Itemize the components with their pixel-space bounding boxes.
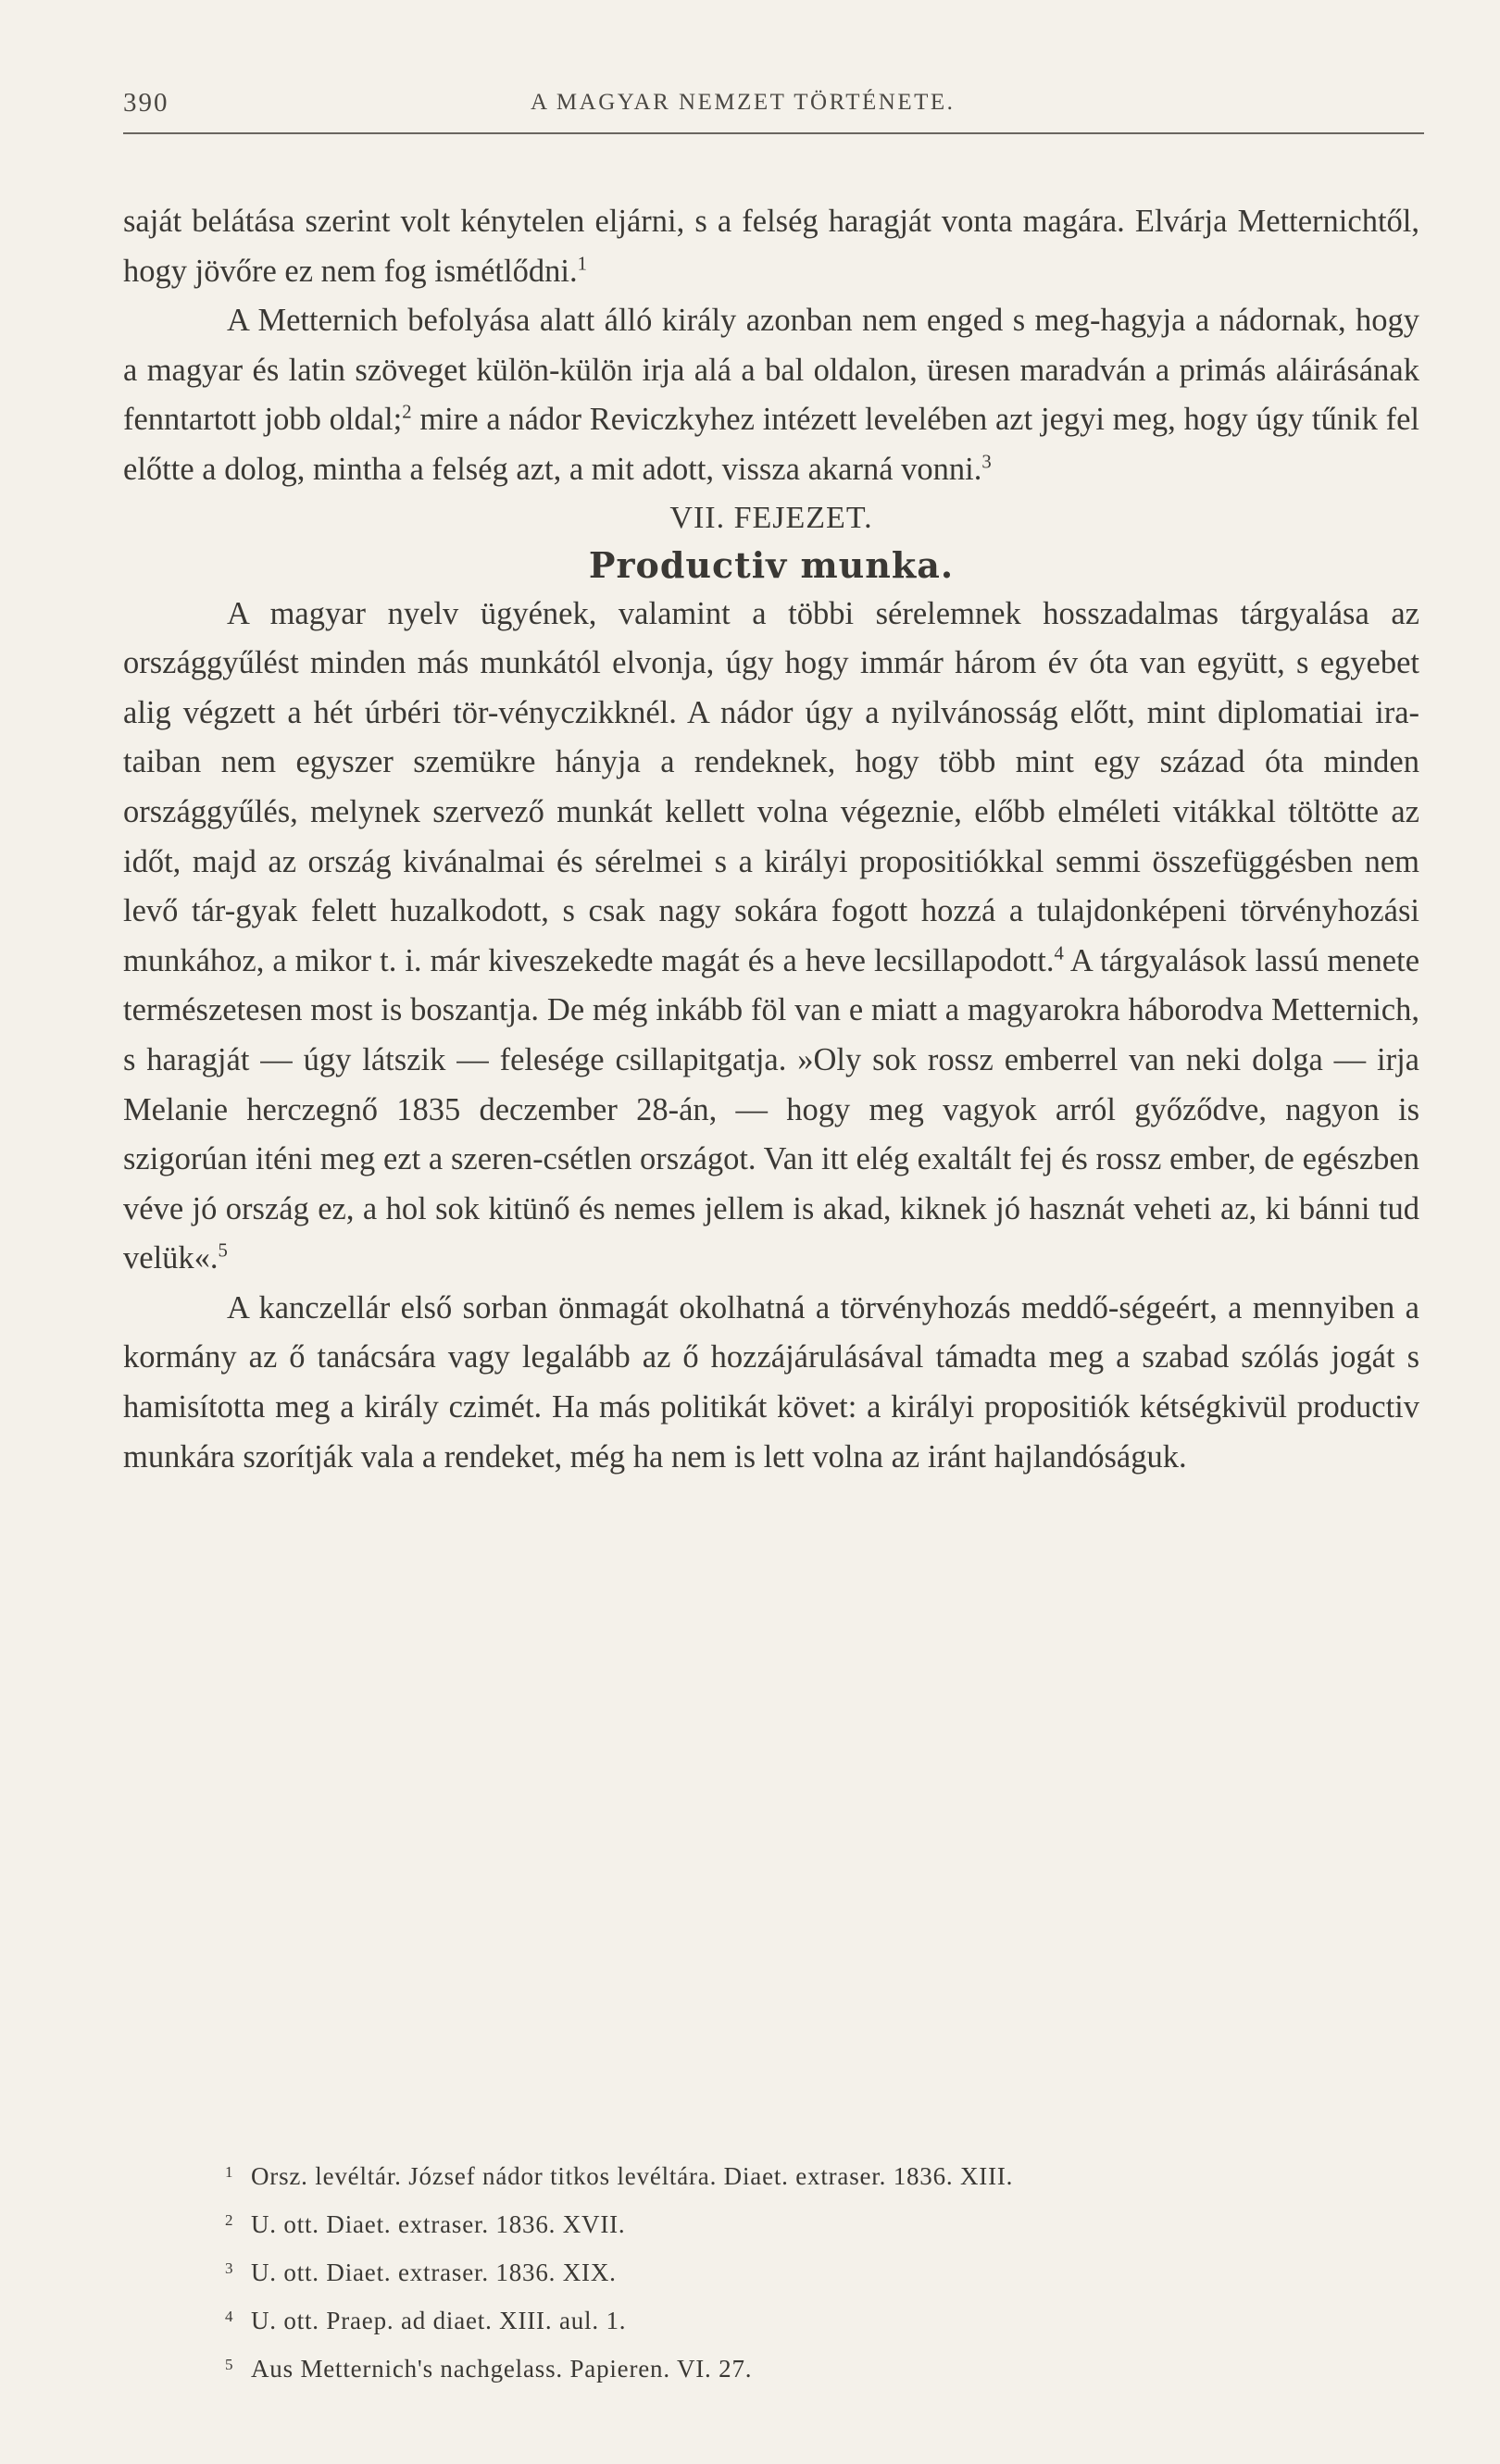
footnote xyxy=(225,2246,1429,2295)
paragraph-text: A kanczellár első sorban önmagát okolhatná a törvényhozás meddő-ségeért, a mennyiben a kormány az ő tanácsára vagy legalább az ő hozzájárulásával támadta meg a szabad szólás jogát s hamisította meg a király czimét. Ha más politikát követ: a királyi propositiók kétségkivül productiv munkára szorítják vala a rendeket, még ha nem is lett volna az iránt hajlandóságuk. xyxy=(123,1289,1419,1475)
footnote-text: Orsz. levéltár. József nádor titkos levéltára. Diaet. extraser. 1836. XIII. xyxy=(251,2162,1014,2190)
chapter-title: Productiv munka. xyxy=(588,543,955,586)
footnote-mark: 4 xyxy=(225,2308,234,2325)
footnote-mark: 5 xyxy=(225,2356,234,2373)
footnote xyxy=(225,2295,1429,2343)
running-head xyxy=(123,79,1419,119)
footnote-text: U. ott. Diaet. extraser. 1836. XIX. xyxy=(251,2259,617,2286)
paragraph-text: A magyar nyelv ügyének, valamint a többi sérelemnek hosszadalmas tárgyalása az országgyűlést minden más munkától elvonja, úgy hogy immár három év óta van együtt, s egyebet alig végzett a hét úrbéri tör-vényczikknél. A nádor úgy a nyilvánosság előtt, mint diplomatiai ira-taiban nem egyszer szemükre hányja a rendeknek, hogy több mint egy század óta minden országgyűlés, melynek szervező munkát kellett volna végeznie, előbb elméleti vitákkal töltötte az időt, majd az ország kivánalmai és sérelmei s a királyi propositiókkal semmi összefüggésben nem levő tár-gyak felett huzalkodott, s csak nagy sokára fogott hozzá a tulajdonképeni törvényhozási munkához, a mikor t. i. már kiveszekedte magát és a heve lecsillapodott. xyxy=(123,595,1419,978)
footnote-mark: 2 xyxy=(225,2211,234,2229)
footnote xyxy=(225,2198,1429,2246)
footnote-ref: 5 xyxy=(218,1240,228,1262)
footnote xyxy=(225,2150,1429,2198)
footnote-ref: 1 xyxy=(577,254,587,275)
footnote-ref: 3 xyxy=(981,452,992,473)
book-page xyxy=(123,79,1420,2383)
paragraph-text: saját belátása szerint volt kénytelen eljárni, s a felség haragját vonta magára. Elvárja Metternichtől, hogy jövőre ez nem fog ismétlődni. xyxy=(123,204,1419,289)
footnote-mark: 1 xyxy=(225,2163,234,2181)
footnote-ref: 4 xyxy=(1054,943,1064,964)
footnote-ref: 2 xyxy=(402,402,412,423)
footnote-mark: 3 xyxy=(225,2259,234,2277)
paragraph xyxy=(123,296,1419,494)
footnote-text: Aus Metternich's nachgelass. Papieren. VI. 27. xyxy=(251,2355,753,2383)
page-number: 390 xyxy=(123,88,169,118)
header-rule xyxy=(123,132,1424,134)
paragraph xyxy=(123,1284,1419,1482)
footnote-text: U. ott. Diaet. extraser. 1836. XVII. xyxy=(251,2210,626,2238)
footnote xyxy=(225,2343,1429,2391)
running-title: A MAGYAR NEMZET TÖRTÉNETE. xyxy=(531,90,956,115)
paragraph-text: A Metternich befolyása alatt álló király azonban nem enged s meg-hagyja a nádornak, hogy a magyar és latin szöveget külön-külön irja alá a bal oldalon, üresen maradván a primás aláirásának fenntartott jobb oldal; xyxy=(123,303,1419,438)
chapter-number: VII. FEJEZET. xyxy=(669,500,873,535)
footnotes xyxy=(225,2150,1429,2391)
paragraph-continued xyxy=(123,197,1419,296)
footnote-text: U. ott. Praep. ad diaet. XIII. aul. 1. xyxy=(251,2307,627,2334)
paragraph-text: A tárgyalások lassú menete természetesen most is boszantja. De még inkább föl van e miatt a magyarokra háborodva Metternich, s haragját — úgy látszik — felesége csillapitgatja. »Oly sok rossz emberrel van neki dolga — irja Melanie herczegnő 1835 deczember 28-án, — hogy meg vagyok arról győződve, nagyon is szigorúan iténi meg ezt a szeren-csétlen országot. Van itt elég exaltált fej és rossz ember, de egészben véve jó ország ez, a hol sok kitünő és nemes jellem is akad, kiknek jó hasznát veheti az, ki bánni tud velük«. xyxy=(123,942,1420,1276)
paragraph xyxy=(123,590,1419,1284)
paragraph-text: mire a nádor Reviczkyhez intézett levelében azt jegyi meg, hogy úgy tűnik fel előtte a dolog, mintha a felség azt, a mit adott, vissza akarná vonni. xyxy=(123,402,1419,487)
body-text xyxy=(123,197,1419,1482)
